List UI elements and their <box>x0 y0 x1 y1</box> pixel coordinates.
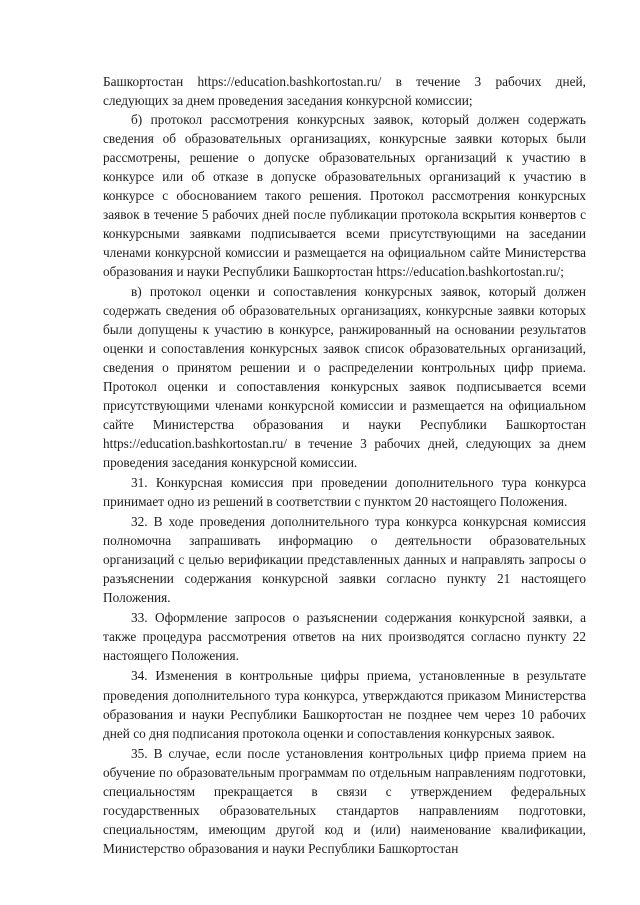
paragraph-v: в) протокол оценки и сопоставления конкурсных заявок, который должен содержать сведения об образовательных организациях, конкурсные заявки которых были допущены к участию в конкурсе, ранжированный на основании результатов оценки и сопоставления конкурсных заявок список образовательных организаций, сведения о принятом решении и о распределении контрольных цифр приема. Протокол оценки и сопоставления конкурсных заявок подписывается всеми присутствующими членами конкурсной комиссии и размещается на официальном сайте Министерства образования и науки Республики Башкортостан https://education.bashkortostan.ru/ в течение 3 рабочих дней, следующих за днем проведения заседания конкурсной комиссии. <box>103 283 586 470</box>
paragraph-31: 31. Конкурсная комиссия при проведении дополнительного тура конкурса принимает одно из решений в соответствии с пунктом 20 настоящего Положения. <box>103 474 586 510</box>
paragraph-33: 33. Оформление запросов о разъяснении содержания конкурсной заявки, а также процедура рассмотрения ответов на них производятся согласно пункту 22 настоящего Положения. <box>103 610 586 664</box>
paragraph-continuation: Башкортостан https://education.bashkortostan.ru/ в течение 3 рабочих дней, следующих за днем проведения заседания конкурсной комиссии; <box>103 74 586 109</box>
document-page <box>103 72 586 858</box>
paragraph-32: 32. В ходе проведения дополнительного тура конкурса конкурсная комиссия полномочна запрашивать информацию о деятельности образовательных организаций с целью верификации представленных данных и направлять запросы о разъяснении содержания конкурсной заявки согласно пункту 21 настоящего Положения. <box>103 514 586 606</box>
paragraph-35: 35. В случае, если после установления контрольных цифр приема прием на обучение по образовательным программам по отдельным направлениям подготовки, специальностям прекращается в связи с утверждением федеральных государственных образовательных стандартов направлениям подготовки, специальностям, имеющим другой код и (или) наименование квалификации, Министерство образования и науки Республики Башкортостан <box>103 745 586 856</box>
paragraph-34: 34. Изменения в контрольные цифры приема, установленные в результате проведения дополнительного тура конкурса, утверждаются приказом Министерства образования и науки Республики Башкортостан не позднее чем через 10 рабочих дней со дня подписания протокола оценки и сопоставления конкурсных заявок. <box>103 668 586 741</box>
paragraph-b: б) протокол рассмотрения конкурсных заявок, который должен содержать сведения об образовательных организациях, конкурсные заявки которых были рассмотрены, решение о допуске образовательных организаций к участию в конкурсе или об отказе в допуске образовательных организаций к участию в конкурсе с обоснованием такого решения. Протокол рассмотрения конкурсных заявок в течение 5 рабочих дней после публикации протокола вскрытия конвертов с конкурсными заявками подписывается всеми присутствующими на заседании членами конкурсной комиссии и размещается на официальном сайте Министерства образования и науки Республики Башкортостан https://education.bashkortostan.ru/; <box>103 112 586 280</box>
